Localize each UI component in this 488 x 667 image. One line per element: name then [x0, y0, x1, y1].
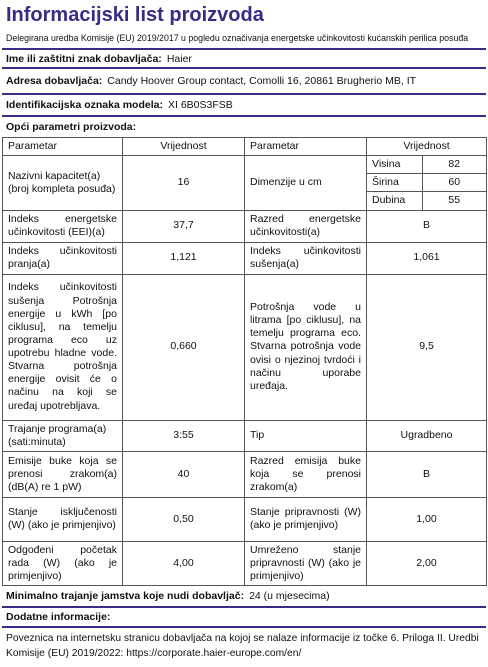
param-cell: Tip [245, 420, 367, 451]
supplier-address-label: Adresa dobavljača: [6, 75, 103, 87]
param-cell: Potrošnja vode u litrama [po ciklusu], na temelju programa eco. Stvarna potrošnja vode ovisi o njezinoj tvrdoći i načinu uporabe uređaja. [245, 274, 367, 420]
value-cell: 4,00 [123, 541, 245, 585]
dimensions-table [367, 156, 486, 209]
param-cell: Razred energetske učinkovitosti(a) [245, 210, 367, 242]
general-params-heading-row [2, 117, 486, 137]
table-row [3, 420, 487, 451]
param-cell: Nazivni kapacitet(a) (broj kompleta posuđa) [3, 156, 123, 210]
param-cell: Emisije buke koja se prenosi zrakom(a) (dB(A) re 1 pW) [3, 451, 123, 497]
value-cell: Ugradbeno [367, 420, 487, 451]
additional-info-heading-row [2, 608, 486, 626]
value-cell: 1,00 [367, 497, 487, 541]
additional-info-heading: Dodatne informacije: [6, 611, 111, 624]
value-cell: 37,7 [123, 210, 245, 242]
value-cell: 0,660 [123, 274, 245, 420]
table-row [3, 497, 487, 541]
dimension-label: Dubina [367, 192, 422, 210]
warranty-row [2, 586, 486, 606]
supplier-website-link[interactable]: https://corporate.haier-europe.com/en/ [126, 648, 302, 660]
value-cell: 0,50 [123, 497, 245, 541]
dimension-label: Širina [367, 174, 422, 192]
supplier-name-value: Haier [166, 52, 192, 65]
dimension-value: 82 [422, 156, 486, 174]
value-cell: 2,00 [367, 541, 487, 585]
header-cell: Parametar [3, 138, 123, 156]
value-cell: 1,061 [367, 242, 487, 274]
warranty-label: Minimalno trajanje jamstva koje nudi dobavljač: [6, 590, 245, 603]
table-row [3, 451, 487, 497]
param-cell: Stanje isključenosti (W) (ako je primjenjivo) [3, 497, 123, 541]
supplier-address-row [2, 69, 486, 93]
regulation-subtitle: Delegirana uredba Komisije (EU) 2019/2017 u pogledu označivanja energetske učinkovitosti kućanskih perilica posuđa [6, 33, 469, 43]
page-title: Informacijski list proizvoda [6, 4, 264, 26]
value-cell: B [367, 210, 487, 242]
table-row [3, 541, 487, 585]
supplier-address-value: Candy Hoover Group contact, Comolli 16, 20861 Brugherio MB, IT [107, 75, 417, 87]
value-cell: B [367, 451, 487, 497]
value-cell: 1,121 [123, 242, 245, 274]
value-cell: 3:55 [123, 420, 245, 451]
additional-info-text [2, 628, 486, 662]
value-cell: 40 [123, 451, 245, 497]
param-cell: Trajanje programa(a) (sati:minuta) [3, 420, 123, 451]
table-header-row [3, 138, 487, 156]
table-row [3, 242, 487, 274]
table-row [3, 210, 487, 242]
dimensions-cell [367, 156, 487, 210]
param-cell: Stanje pripravnosti (W) (ako je primjenjivo) [245, 497, 367, 541]
dimension-value: 55 [448, 194, 461, 207]
model-id-label: Identifikacijska oznaka modela: [6, 99, 163, 111]
param-cell: Indeks učinkovitosti sušenja Potrošnja energije u kWh [po ciklusu], na temelju programa eco uz upotrebu hladne vode. Stvarna potrošnja energije ovisit će o načinu na koji se uređaj upotrebljava. [3, 274, 123, 420]
dimension-value: 60 [422, 174, 486, 192]
supplier-name-label: Ime ili zaštitni znak dobavljača: [6, 52, 162, 65]
general-params-heading: Opći parametri proizvoda: [6, 121, 137, 133]
additional-info-description: Poveznica na internetsku stranicu dobavljača na kojoj se nalaze informacije iz točke 6. Priloga II. Uredbi Komisije (EU) 2019/2022: [6, 633, 479, 660]
model-id-value: XI 6B0S3FSB [167, 99, 233, 111]
param-cell: Umreženo stanje pripravnosti (W) (ako je primjenjivo) [245, 541, 367, 585]
header-cell: Parametar [245, 138, 367, 156]
warranty-value: 24 (u mjesecima) [249, 590, 330, 603]
param-cell: Dimenzije u cm [245, 156, 367, 210]
param-cell: Odgođeni početak rada (W) (ako je primjenjivo) [3, 541, 123, 585]
value-cell: 16 [123, 156, 245, 210]
param-cell: Indeks energetske učinkovitosti (EEI)(a) [3, 210, 123, 242]
parameters-table [2, 137, 487, 586]
param-cell: Indeks učinkovitosti sušenja(a) [245, 242, 367, 274]
supplier-name-row [2, 50, 486, 67]
dimension-label: Visina [367, 156, 422, 174]
model-id-row [2, 95, 486, 115]
table-row [3, 156, 487, 210]
value-cell: 9,5 [367, 274, 487, 420]
table-row [3, 274, 487, 420]
header-cell: Vrijednost [367, 138, 487, 156]
param-cell: Indeks učinkovitosti pranja(a) [3, 242, 123, 274]
param-cell: Razred emisija buke koja se prenosi zrakom(a) [245, 451, 367, 497]
header-cell: Vrijednost [123, 138, 245, 156]
